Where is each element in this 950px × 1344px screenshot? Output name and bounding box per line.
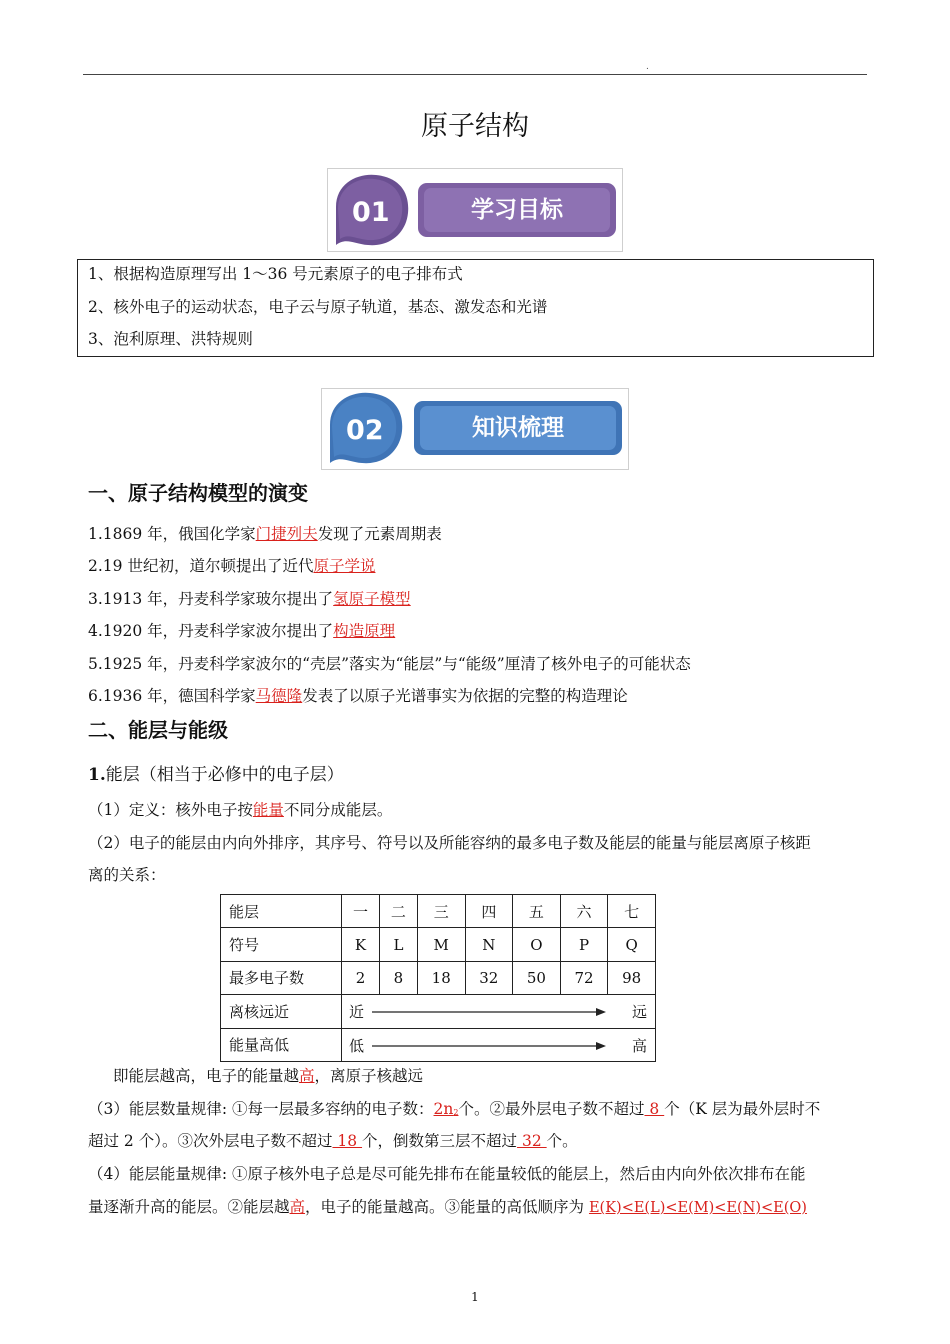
distance-arrow-cell — [342, 995, 656, 1028]
goal-item: 2、核外电子的运动状态，电子云与原子轨道，基态、激发态和光谱 — [88, 298, 548, 316]
rule-text: 个。 — [546, 1132, 578, 1150]
note-key: 高 — [299, 1067, 315, 1085]
table-cell: O — [513, 928, 561, 961]
row-label: 能层 — [221, 895, 342, 928]
table-cell: 四 — [465, 895, 513, 928]
history-text: 1.1869 年，俄国化学家 — [88, 525, 256, 543]
order-text-line1: （2）电子的能层由内向外排序，其序号、符号以及所能容纳的最多电子数及能层的能量与能层离原子核距 — [88, 834, 811, 852]
table-cell: 50 — [513, 961, 561, 994]
history-item — [88, 522, 442, 544]
rule-key-text: 2n — [433, 1100, 454, 1118]
rule-key — [434, 1100, 459, 1118]
row-label: 符号 — [221, 928, 342, 961]
table-cell: 五 — [513, 895, 561, 928]
table-cell: M — [417, 928, 465, 961]
table-cell: 三 — [417, 895, 465, 928]
table-cell: 32 — [465, 961, 513, 994]
rule-text: ，电子的能量越高。③能量的高低顺序为 — [305, 1198, 589, 1216]
table-cell: K — [342, 928, 380, 961]
table-cell: N — [465, 928, 513, 961]
table-cell: 98 — [608, 961, 656, 994]
goal-item: 1、根据构造原理写出 1～36 号元素原子的电子排布式 — [88, 265, 463, 283]
rule-text: 量逐渐升高的能层。②能层越 — [88, 1198, 290, 1216]
goal-item: 3、泡利原理、洪特规则 — [88, 330, 253, 348]
rule3-line1 — [88, 1097, 820, 1119]
row-label: 能量高低 — [221, 1028, 342, 1061]
subsection-number: 1. — [88, 765, 106, 785]
history-key: 马德隆 — [255, 687, 303, 705]
subsection-title: 能层（相当于必修中的电子层） — [105, 765, 344, 785]
rule3-line2 — [88, 1129, 578, 1151]
rule4-line2 — [88, 1195, 807, 1217]
note-text: 即能层越高，电子的能量越 — [113, 1067, 300, 1085]
energy-high-label: 高 — [631, 1036, 647, 1055]
history-item — [88, 554, 375, 576]
table-cell: 六 — [560, 895, 608, 928]
table-cell: 二 — [379, 895, 417, 928]
rule-text: 个。②最外层电子数不超过 — [458, 1100, 645, 1118]
note-text: ，离原子核越远 — [314, 1067, 424, 1085]
table-cell: P — [560, 928, 608, 961]
history-key: 门捷列夫 — [255, 525, 318, 543]
banner2-label: 知识梳理 — [472, 415, 564, 441]
arrow-right-icon — [372, 1007, 606, 1017]
rule4-line1: （4）能层能量规律: ①原子核外电子总是尽可能先排布在能量较低的能层上，然后由内向外依次排布在能 — [88, 1165, 806, 1183]
rule-key: 18 — [332, 1132, 363, 1150]
history-text: 发表了以原子光谱事实为依据的完整的构造理论 — [302, 687, 628, 705]
page-title: 原子结构 — [421, 111, 529, 142]
section1-heading: 一、原子结构模型的演变 — [88, 481, 308, 505]
history-key: 原子学说 — [313, 557, 376, 575]
definition-text: 不同分成能层。 — [283, 801, 393, 819]
table-cell: 一 — [342, 895, 380, 928]
energy-level-table — [220, 894, 656, 1062]
arrow-right-icon — [372, 1041, 606, 1051]
table-cell: 七 — [608, 895, 656, 928]
banner1-label: 学习目标 — [471, 197, 563, 223]
rule-key: 高 — [289, 1198, 306, 1216]
table-row — [221, 895, 656, 928]
history-key: 氢原子模型 — [333, 590, 411, 608]
table-cell: 72 — [560, 961, 608, 994]
rule-text: 个，倒数第三层不超过 — [362, 1132, 518, 1150]
history-item — [88, 619, 395, 641]
table-row — [221, 928, 656, 961]
row-label: 离核远近 — [221, 995, 342, 1028]
table-cell: Q — [608, 928, 656, 961]
rule-key: 8 — [644, 1100, 665, 1118]
history-text: 5.1925 年，丹麦科学家波尔的“壳层”落实为“能层”与“能级”厘清了核外电子的可能状态 — [88, 655, 691, 673]
banner2-number: 02 — [346, 415, 384, 446]
table-note — [113, 1064, 423, 1086]
history-text: 4.1920 年，丹麦科学家波尔提出了 — [88, 622, 334, 640]
definition-key: 能量 — [252, 801, 284, 819]
rule-text: 个（K 层为最外层时不 — [664, 1100, 821, 1118]
learning-goals-box — [77, 259, 874, 357]
banner-knowledge-review — [321, 388, 629, 470]
table-cell: 8 — [379, 961, 417, 994]
history-item — [88, 652, 691, 674]
history-text: 3.1913 年，丹麦科学家玻尔提出了 — [88, 590, 334, 608]
header-rule — [83, 74, 867, 75]
history-text: 发现了元素周期表 — [317, 525, 442, 543]
rule-key: 32 — [517, 1132, 547, 1150]
header-dot: . — [646, 62, 649, 72]
history-key: 构造原理 — [333, 622, 396, 640]
definition-text: （1）定义：核外电子按 — [88, 801, 253, 819]
energy-low-label: 低 — [349, 1036, 365, 1055]
rule-text: 超过 2 个）。③次外层电子数不超过 — [88, 1132, 333, 1150]
history-item — [88, 587, 411, 609]
table-cell: L — [379, 928, 417, 961]
distance-near-label: 近 — [349, 1003, 365, 1022]
history-item — [88, 684, 628, 706]
page-number: 1 — [471, 1290, 479, 1304]
table-cell: 18 — [417, 961, 465, 994]
definition-line — [88, 798, 392, 820]
table-row — [221, 995, 656, 1028]
rule-text: （3）能层数量规律: ①每一层最多容纳的电子数： — [88, 1100, 434, 1118]
history-text: 6.1936 年，德国科学家 — [88, 687, 256, 705]
banner1-number: 01 — [352, 197, 390, 228]
energy-arrow-cell — [342, 1028, 656, 1061]
table-cell: 2 — [342, 961, 380, 994]
table-row — [221, 961, 656, 994]
subsection-energy-level — [88, 760, 344, 785]
distance-far-label: 远 — [631, 1003, 647, 1022]
rule-key-sup: 2 — [453, 1108, 459, 1117]
order-text-line2: 离的关系： — [88, 866, 166, 884]
history-text: 2.19 世纪初，道尔顿提出了近代 — [88, 557, 314, 575]
energy-order-key: E(K)<E(L)<E(M)<E(N)<E(O) — [588, 1200, 807, 1216]
row-label: 最多电子数 — [221, 961, 342, 994]
section2-heading: 二、能层与能级 — [88, 718, 228, 742]
table-row — [221, 1028, 656, 1061]
banner-learning-goals — [327, 168, 623, 252]
